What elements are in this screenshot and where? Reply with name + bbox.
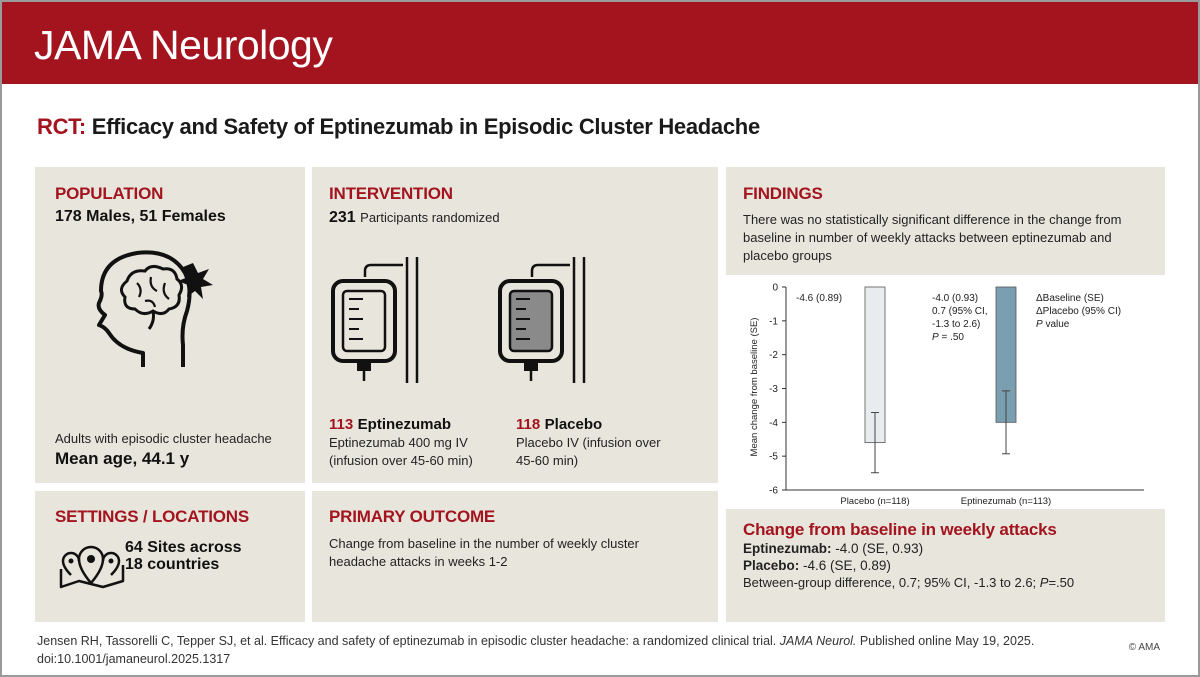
chart-legend-line1: ΔBaseline (SE) bbox=[1036, 293, 1104, 304]
chart-y-tick-label: -4 bbox=[769, 417, 778, 429]
summary-eptinezumab-value: -4.0 (SE, 0.93) bbox=[835, 541, 924, 556]
chart-annotation-eptinezumab-3: -1.3 to 2.6) bbox=[932, 319, 981, 330]
copyright: © AMA bbox=[1128, 642, 1160, 653]
summary-placebo-label: Placebo: bbox=[743, 558, 800, 573]
journal-header bbox=[2, 2, 1198, 84]
chart-y-tick-label: -6 bbox=[769, 485, 778, 497]
settings-line2: 18 countries bbox=[125, 556, 220, 573]
settings-line1: 64 Sites across bbox=[125, 539, 242, 556]
randomized-line bbox=[329, 209, 500, 227]
summary-placebo-value: -4.6 (SE, 0.89) bbox=[803, 558, 891, 573]
population-mean-age: Mean age, 44.1 y bbox=[55, 449, 190, 468]
settings-heading: SETTINGS / LOCATIONS bbox=[55, 507, 250, 526]
findings-panel bbox=[726, 167, 1165, 622]
findings-heading: FINDINGS bbox=[743, 184, 823, 203]
primary-outcome-panel bbox=[312, 491, 718, 622]
citation-doi[interactable]: doi:10.1001/jamaneurol.2025.1317 bbox=[37, 652, 231, 666]
arm1-desc1: Eptinezumab 400 mg IV bbox=[329, 435, 468, 450]
summary-between-p-label: P bbox=[1039, 575, 1049, 590]
chart-annotation-eptinezumab-2: 0.7 (95% CI, bbox=[932, 306, 988, 317]
arm1-desc2: (infusion over 45-60 min) bbox=[329, 453, 473, 468]
summary-placebo bbox=[743, 557, 891, 575]
arm1-name: Eptinezumab bbox=[357, 416, 451, 433]
summary-between-prefix: Between-group difference, 0.7; 95% CI, -1.3 to 2.6; bbox=[743, 575, 1037, 590]
iv-bag-icon bbox=[496, 255, 606, 385]
chart-legend-line3: P value bbox=[1036, 319, 1070, 330]
arm2-n: 118 bbox=[516, 416, 541, 433]
chart-x-tick-label: Placebo (n=118) bbox=[840, 496, 910, 507]
iv-bag-icon bbox=[329, 255, 439, 385]
arm1-n: 113 bbox=[329, 416, 354, 433]
summary-between bbox=[743, 574, 1074, 592]
primary-outcome-line1: Change from baseline in the number of weekly cluster bbox=[329, 536, 639, 551]
summary-between-p-value: =.50 bbox=[1048, 575, 1075, 590]
journal-logo: JAMA Neurology bbox=[34, 22, 333, 68]
citation-journal: JAMA Neurol. bbox=[779, 634, 857, 648]
chart-annotation-eptinezumab-1: -4.0 (0.93) bbox=[932, 293, 979, 304]
arm-placebo bbox=[516, 416, 661, 470]
chart-y-tick-label: -1 bbox=[769, 316, 778, 328]
arm2-desc2: 45-60 min) bbox=[516, 453, 579, 468]
chart-y-tick-label: 0 bbox=[772, 282, 778, 294]
randomized-label: Participants randomized bbox=[360, 210, 500, 225]
population-panel bbox=[35, 167, 305, 483]
findings-line2: baseline in number of weekly attacks between eptinezumab and bbox=[743, 230, 1112, 245]
citation bbox=[37, 632, 1037, 668]
findings-line3: placebo groups bbox=[743, 248, 832, 263]
randomized-count: 231 bbox=[329, 209, 356, 226]
study-type-tag: RCT: bbox=[37, 114, 86, 139]
intervention-heading: INTERVENTION bbox=[329, 184, 453, 203]
findings-bar-chart bbox=[726, 275, 1165, 509]
summary-heading: Change from baseline in weekly attacks bbox=[743, 520, 1057, 539]
primary-outcome-line2: headache attacks in weeks 1-2 bbox=[329, 554, 508, 569]
page-title bbox=[37, 114, 760, 140]
findings-line1: There was no statistically significant difference in the change from bbox=[743, 212, 1122, 227]
settings-panel bbox=[35, 491, 305, 622]
chart-y-tick-label: -3 bbox=[769, 384, 778, 395]
chart-y-label: Mean change from baseline (SE) bbox=[749, 317, 760, 457]
title-text: Efficacy and Safety of Eptinezumab in Episodic Cluster Headache bbox=[91, 114, 760, 139]
chart-x-tick-label: Eptinezumab (n=113) bbox=[960, 496, 1052, 507]
map-pins-icon bbox=[57, 541, 127, 591]
citation-tail: Published online May 19, 2025. bbox=[859, 634, 1035, 648]
arm2-desc1: Placebo IV (infusion over bbox=[516, 435, 661, 450]
population-description: Adults with episodic cluster headache bbox=[55, 431, 272, 446]
chart-annotation-placebo: -4.6 (0.89) bbox=[796, 293, 843, 304]
chart-legend-line2: ΔPlacebo (95% CI) bbox=[1036, 306, 1122, 317]
citation-text: Jensen RH, Tassorelli C, Tepper SJ, et al. Efficacy and safety of eptinezumab in episodic cluster headache: a randomized clinical trial. bbox=[37, 634, 777, 648]
summary-eptinezumab-label: Eptinezumab: bbox=[743, 541, 832, 556]
intervention-panel bbox=[312, 167, 718, 483]
chart-y-tick-label: -5 bbox=[769, 451, 778, 463]
head-brain-icon bbox=[75, 249, 225, 379]
primary-outcome-heading: PRIMARY OUTCOME bbox=[329, 507, 496, 526]
arm2-name: Placebo bbox=[544, 416, 603, 433]
population-demographics: 178 Males, 51 Females bbox=[55, 208, 226, 225]
summary-eptinezumab bbox=[743, 540, 923, 558]
arm-eptinezumab bbox=[329, 416, 473, 470]
population-heading: POPULATION bbox=[55, 184, 164, 203]
chart-y-tick-label: -2 bbox=[769, 350, 778, 362]
chart-annotation-eptinezumab-p: P = .50 bbox=[932, 332, 964, 343]
